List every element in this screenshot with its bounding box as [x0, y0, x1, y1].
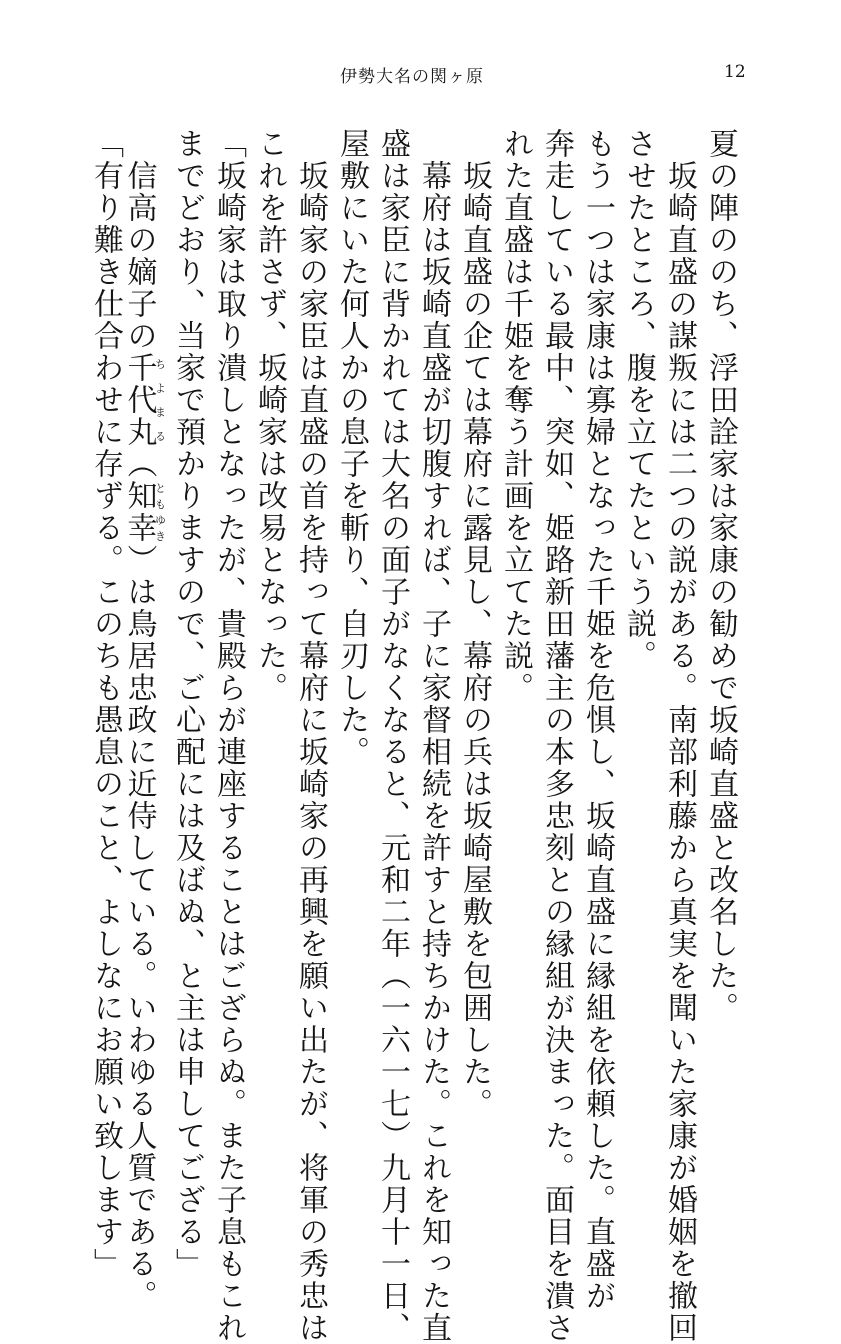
text-line-8: 幕府は坂崎直盛が切腹すれば、子に家督相続を許すと持ちかけた。これを知った直: [416, 160, 451, 1344]
text-line-3: させたところ、腹を立てたという説。: [621, 128, 656, 672]
running-head: [0, 62, 841, 90]
ruby-chiyomaru-base: 千代丸: [121, 352, 157, 448]
book-title: 伊勢大名の関ヶ原: [340, 67, 484, 87]
text-line-4: もう一つは家康は寡婦となった千姫を危惧し、坂崎直盛に縁組を依頼した。直盛が: [580, 128, 615, 1312]
text-line-9: 盛は家臣に背かれては大名の面子がなくなると、元和二年（一六一七）九月十一日、: [375, 128, 410, 1344]
text-line-14: までどおり、当家で預かりますので、ご心配には及ばぬ、と主は申してござる」: [170, 128, 205, 1280]
text-line-10: 屋敷にいた何人かの息子を斬り、自刃した。: [334, 128, 369, 768]
ruby-chiyomaru: [121, 352, 167, 448]
ruby-tomoyuki-base: 知幸: [121, 480, 157, 544]
text-line-16: 「有り難き仕合わせに存ずる。このちも愚息のこと、よしなにお願い致します」: [88, 128, 123, 1280]
text-line-12: これを許さず、坂崎家は改易となった。: [252, 128, 287, 704]
text-line-7: 坂崎直盛の企ては幕府に露見し、幕府の兵は坂崎屋敷を包囲した。: [457, 160, 492, 1120]
text-line-5: 奔走している最中、突如、姫路新田藩主の本多忠刻との縁組が決まった。面目を潰さ: [539, 128, 574, 1344]
text-line-11: 坂崎家の家臣は直盛の首を持って幕府に坂崎家の再興を願い出たが、将軍の秀忠は: [293, 160, 328, 1344]
text-line-13: 「坂崎家は取り潰しとなったが、貴殿らが連座することはござらぬ。また子息もこれ: [211, 128, 246, 1344]
page-number: 12: [724, 62, 746, 82]
ruby-tomoyuki: [121, 480, 167, 544]
line-15-pre: 信高の嫡子の: [121, 160, 157, 352]
text-line-2: 坂崎直盛の謀叛には二つの説がある。南部利藤から真実を聞いた家康が婚姻を撤回: [662, 160, 697, 1344]
vertical-body-text: [88, 128, 738, 1344]
line-15-post: ）は鳥居忠政に近侍している。いわゆる人質である。: [121, 544, 157, 1312]
line-15-paren: （: [121, 448, 157, 480]
text-line-6: れた直盛は千姫を奪う計画を立てた説。: [498, 128, 533, 704]
text-line-1: 夏の陣ののち、浮田詮家は家康の勧めで坂崎直盛と改名した。: [703, 128, 738, 1024]
ruby-chiyomaru-reading: ちよまる: [153, 352, 167, 448]
ruby-tomoyuki-reading: ともゆき: [153, 480, 167, 544]
text-line-15: [121, 128, 167, 1312]
